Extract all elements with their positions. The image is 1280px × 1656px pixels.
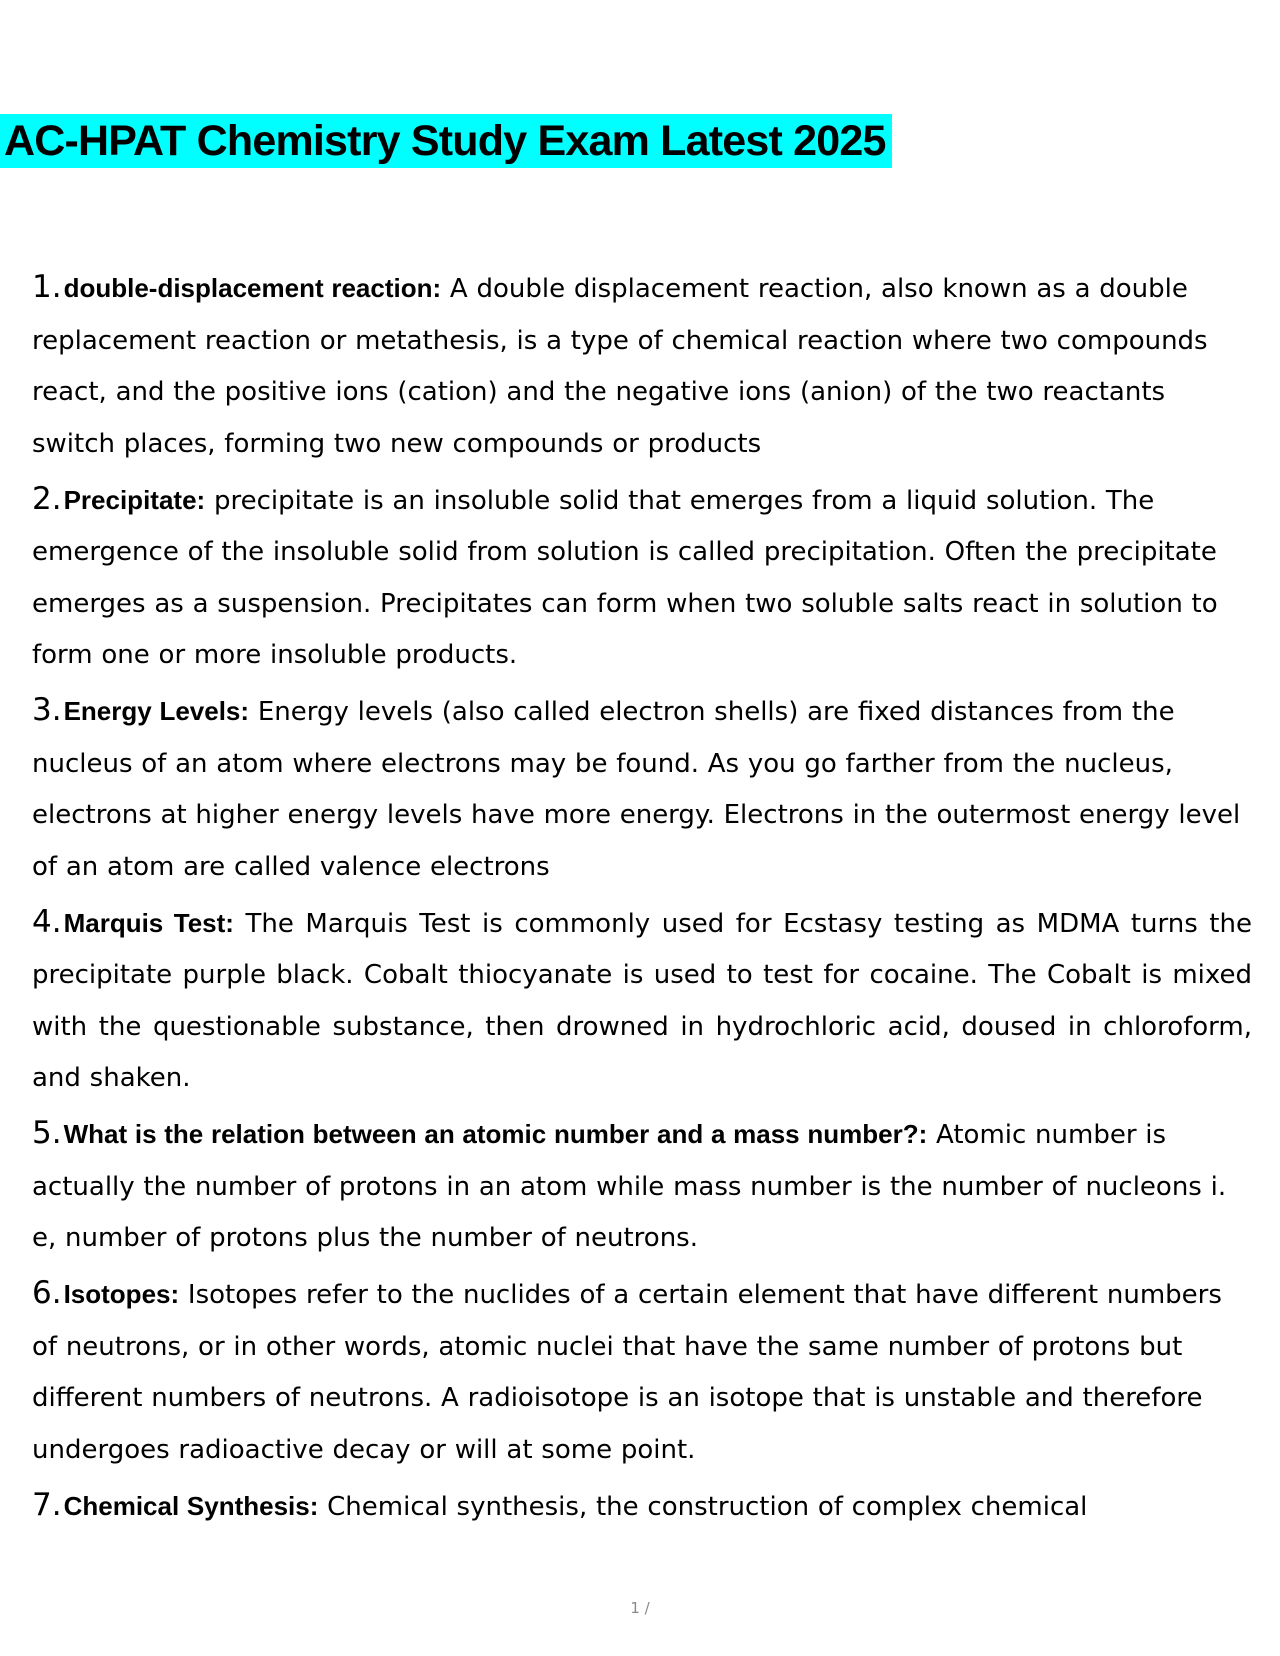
definition-entry [32,897,1252,1105]
entry-definition: Chemical synthesis, the construction of complex chemical [318,1491,1088,1522]
entry-term: Energy Levels: [63,696,250,726]
entry-number: 5. [32,1115,62,1151]
entry-term: What is the relation between an atomic number and a mass number?: [63,1119,928,1149]
entry-term: Isotopes: [63,1279,180,1309]
entry-term: double-displacement reaction: [63,273,442,303]
entry-number: 6. [32,1275,62,1311]
entry-definition: Isotopes refer to the nuclides of a certain element that have different numbers of neutrons, or in other words, atomic nuclei that have the same number of protons but different numbers of neutrons. A radioisotope is an isotope that is unstable and therefore undergoes radioactive decay or will at some point. [32,1280,1222,1465]
definition-entry [32,1268,1252,1476]
definition-entry [32,1480,1252,1534]
definition-entry [32,1108,1252,1265]
definition-entry [32,262,1252,470]
entry-term: Chemical Synthesis: [63,1490,319,1521]
entry-definition: The Marquis Test is commonly used for Ecstasy testing as MDMA turns the precipitate purple black. Cobalt thiocyanate is used to test for cocaine. The Cobalt is mixed with the questionable substance, then drowned in hydrochloric acid, doused in chloroform, and shaken. [32,908,1252,1093]
entry-term: Marquis Test: [63,907,234,938]
definition-entry [32,474,1252,682]
entry-number: 3. [32,692,62,728]
entry-definition: Energy levels (also called electron shells) are fixed distances from the nucleus of an atom where electrons may be found. As you go farther from the nucleus, electrons at higher energy levels have more energy. Electrons in the outermost energy level of an atom are called valence electrons [32,697,1241,882]
page-number: 1 / [630,1599,650,1617]
entry-definition: A double displacement reaction, also known as a double replacement reaction or metathesis, is a type of chemical reaction where two compounds react, and the positive ions (cation) and the negative ions (anion) of the two reactants switch places, forming two new compounds or products [32,274,1208,459]
entry-term: Precipitate: [63,484,206,515]
entry-number: 4. [32,903,62,940]
entry-number: 2. [32,480,62,517]
document-title: AC-HPAT Chemistry Study Exam Latest 2025 [4,117,886,165]
title-highlight [0,114,892,168]
entry-number: 1. [32,269,62,305]
definition-list [32,262,1252,1537]
entry-definition: Atomic number is actually the number of protons in an atom while mass number is the number of nucleons i. e, number of protons plus the number of neutrons. [32,1120,1227,1253]
entry-definition: precipitate is an insoluble solid that emerges from a liquid solution. The emergence of the insoluble solid from solution is called precipitation. Often the precipitate emerges as a suspension. Precipitates can form when two soluble salts react in solution to form one or more insoluble products. [32,485,1218,670]
entry-number: 7. [32,1486,62,1523]
definition-entry [32,685,1252,893]
